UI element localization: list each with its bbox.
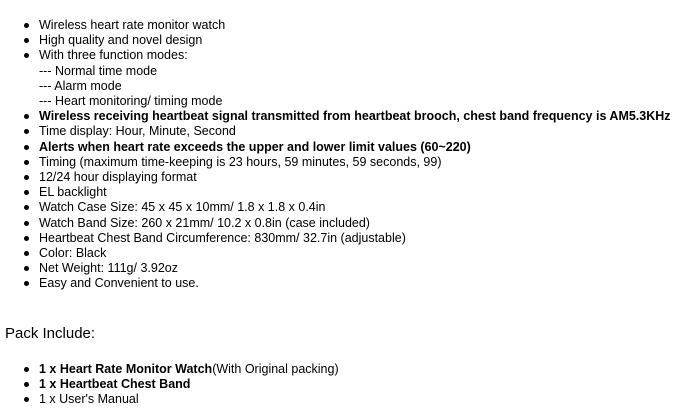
bullet-icon	[24, 175, 29, 180]
bullet-icon	[24, 23, 29, 28]
bullet-icon	[24, 236, 29, 241]
bullet-icon	[24, 160, 29, 165]
feature-text: EL backlight	[39, 185, 107, 200]
list-item	[0, 124, 700, 139]
bullet-icon	[24, 221, 29, 226]
list-item	[0, 216, 700, 231]
list-item	[0, 377, 700, 392]
bullet-icon	[24, 251, 29, 256]
pack-include-heading: Pack Include:	[5, 325, 96, 342]
list-item	[0, 109, 700, 124]
feature-text: Heartbeat Chest Band Circumference: 830mm/ 32.7in (adjustable)	[39, 230, 406, 245]
pack-item-text: (With Original packing)	[212, 362, 339, 376]
feature-text: Wireless heart rate monitor watch	[39, 18, 226, 32]
bullet-icon	[24, 205, 29, 210]
list-item	[0, 392, 700, 407]
bullet-icon	[24, 129, 29, 134]
pack-item-bold: 1 x Heart Rate Monitor Watch	[39, 362, 213, 376]
bullet-icon	[24, 281, 29, 286]
feature-text: Time display: Hour, Minute, Second	[39, 124, 236, 139]
feature-text: Easy and Convenient to use.	[39, 276, 199, 291]
feature-text: Watch Case Size: 45 x 45 x 10mm/ 1.8 x 1.8 x 0.4in	[39, 200, 326, 215]
list-item	[0, 33, 700, 48]
feature-text: With three function modes:	[39, 48, 188, 63]
feature-text: --- Alarm mode	[39, 78, 122, 93]
list-item	[0, 276, 700, 291]
feature-text: 12/24 hour displaying format	[39, 170, 197, 185]
bullet-icon	[24, 397, 29, 402]
bullet-icon	[24, 38, 29, 43]
list-item	[0, 48, 700, 63]
list-item	[0, 362, 700, 377]
list-item	[0, 170, 700, 185]
feature-text: Watch Band Size: 260 x 21mm/ 10.2 x 0.8in (case included)	[39, 215, 370, 230]
list-item	[0, 200, 700, 215]
bullet-icon	[24, 145, 29, 150]
list-item	[0, 18, 700, 33]
list-item	[0, 261, 700, 276]
feature-text: Net Weight: 111g/ 3.92oz	[39, 261, 178, 276]
pack-item-bold: 1 x Heartbeat Chest Band	[39, 377, 191, 392]
feature-text: Alerts when heart rate exceeds the upper and lower limit values (60~220)	[39, 139, 471, 154]
list-item	[0, 185, 700, 200]
feature-text: Wireless receiving heartbeat signal transmitted from heartbeat brooch, chest band frequency is AM5.3KHz	[39, 109, 671, 124]
list-subitem	[0, 64, 700, 79]
pack-item-text: 1 x User's Manual	[39, 392, 139, 407]
list-subitem	[0, 79, 700, 94]
list-item	[0, 155, 700, 170]
feature-text: --- Heart monitoring/ timing mode	[39, 94, 223, 109]
feature-text: Timing (maximum time-keeping is 23 hours, 59 minutes, 59 seconds, 99)	[39, 154, 442, 169]
pack-list	[0, 362, 700, 408]
bullet-icon	[24, 382, 29, 387]
feature-list	[0, 18, 700, 292]
bullet-icon	[24, 266, 29, 271]
bullet-icon	[24, 367, 29, 372]
bullet-icon	[24, 114, 29, 119]
feature-text: High quality and novel design	[39, 33, 203, 48]
bullet-icon	[24, 53, 29, 58]
list-item	[0, 246, 700, 261]
feature-text: Color: Black	[39, 246, 107, 261]
list-item	[0, 231, 700, 246]
list-item	[0, 140, 700, 155]
bullet-icon	[24, 190, 29, 195]
list-subitem	[0, 94, 700, 109]
feature-text: --- Normal time mode	[39, 63, 158, 78]
